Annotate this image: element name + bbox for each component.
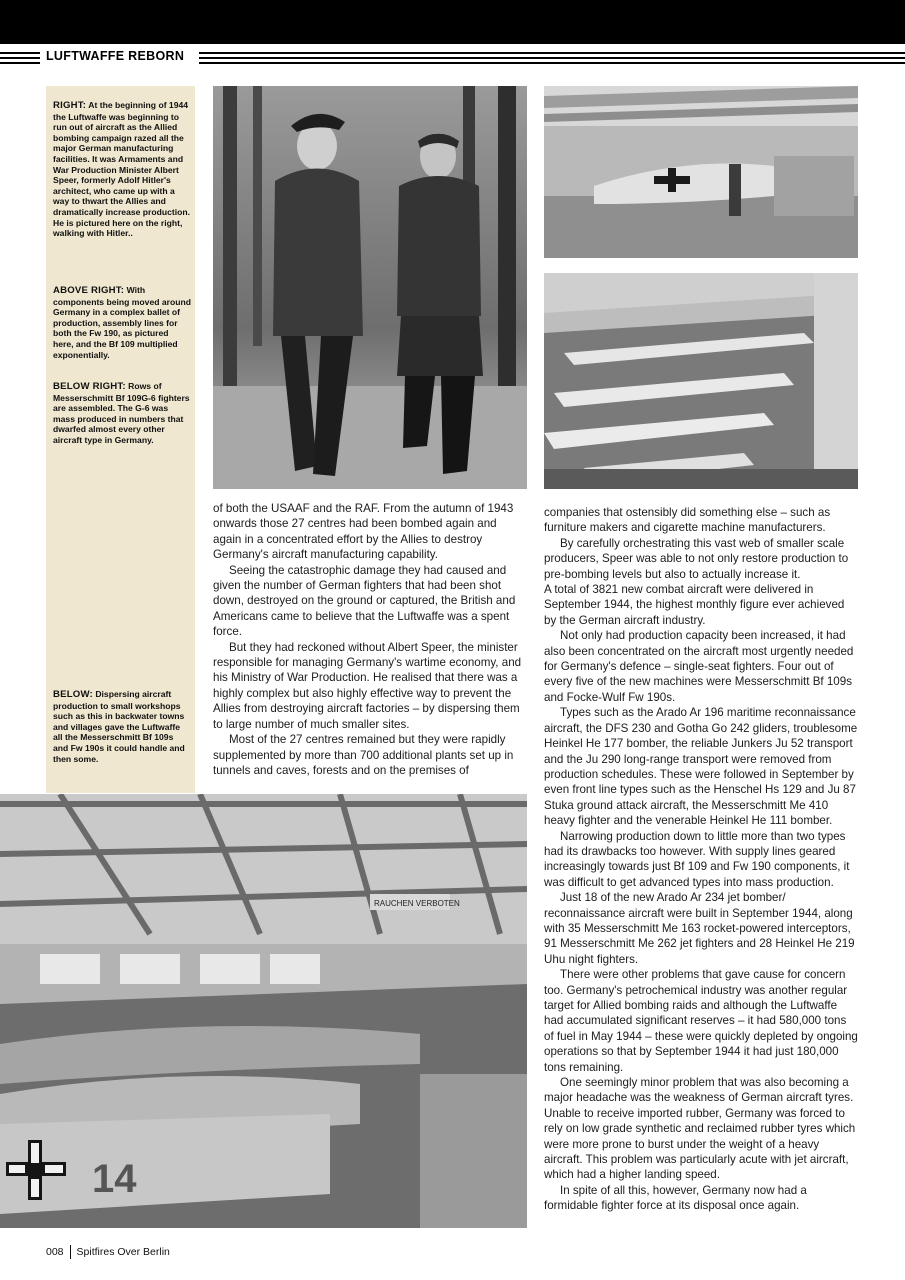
header-rule — [199, 57, 905, 59]
photo-fw190-image — [544, 86, 858, 258]
photo-workshop-image — [0, 794, 527, 1228]
paragraph: Narrowing production down to little more than two types had its drawbacks too however. With supply lines geared increasingly towards just Bf 109 and Fw 190 components, it was difficult to get advanced types into mass production. — [544, 829, 850, 889]
section-title-bold: REBORN — [128, 49, 185, 63]
header-rule — [0, 57, 40, 59]
photo-bf109-rows — [544, 273, 858, 489]
paragraph: In spite of all this, however, Germany now had a formidable fighter force at its disposal once again. — [544, 1183, 807, 1213]
page-footer — [46, 1245, 170, 1259]
header-rule — [199, 62, 905, 64]
footer-divider — [70, 1245, 71, 1259]
photo-hitler-speer — [213, 86, 527, 489]
page-number: 008 — [46, 1245, 64, 1258]
caption-key: RIGHT: — [53, 100, 87, 111]
paragraph: Not only had production capacity been increased, it had also been concentrated on the aircraft most urgently needed for Germany's defence – single-seat fighters. Four out of every five of the new machines were Messerschmitt Bf 109s and Focke-Wulf Fw 190s. — [544, 629, 854, 704]
svg-text:RAUCHEN VERBOTEN: RAUCHEN VERBOTEN — [374, 899, 460, 908]
publication-title: Spitfires Over Berlin — [76, 1245, 170, 1258]
paragraph: One seemingly minor problem that was also becoming a major headache was the weakness of German aircraft tyres. Unable to receive imported rubber, Germany was forced to rely on low grade synthetic and reclaimed rubber tyres which were more prone to burst under the weight of a heavy aircraft. This problem was particularly acute with jet aircraft, which had a higher landing speed. — [544, 1076, 856, 1182]
section-header — [0, 44, 905, 68]
photo-workshop — [0, 794, 527, 1228]
paragraph: Types such as the Arado Ar 196 maritime reconnaissance aircraft, the DFS 230 and Gotha Go 242 gliders, troublesome Heinkel He 177 bomber, the reliable Junkers Ju 52 transport and the Ju 290 long-range transport were removed from production schedules. These were followed in September by even front line types such as the Henschel Hs 129 and Ju 87 Stuka ground attack aircraft, the Messerschmitt Me 410 heavy fighter and the venerable Heinkel He 111 bomber. — [544, 706, 858, 828]
paragraph: There were other problems that gave cause for concern too. Germany's petrochemical industry was another regular target for Allied bombing raids and although the Luftwaffe had accumulated significant reserves – it had 580,000 tons of fuel in May 1944 – these were quickly depleted by ongoing operations so that by September 1944 it had just 180,000 tons remaining. — [544, 968, 858, 1074]
header-rule — [199, 52, 905, 54]
paragraph: Most of the 27 centres remained but they were rapidly supplemented by more than 700 additional plants set up in tunnels and caves, forests and on the premises of — [213, 733, 514, 777]
body-column-middle — [213, 501, 527, 778]
caption-text: Rows of Messerschmitt Bf 109G-6 fighters are assembled. The G-6 was mass produced in numbers that dwarfed almost every other aircraft type in Germany. — [53, 381, 190, 445]
paragraph: companies that ostensibly did something else – such as furniture makers and cigarette machine manufacturers. — [544, 506, 831, 535]
caption-right — [53, 100, 191, 239]
caption-text: With components being moved around Germany in a complex ballet of production, assembly lines for both the Fw 190, as pictured here, and the Bf 109 multiplied exponentially. — [53, 285, 191, 360]
paragraph: Just 18 of the new Arado Ar 234 jet bomber/ reconnaissance aircraft were built in September 1944, along with 35 Messerschmitt Me 163 rocket-powered interceptors, 91 Messerschmitt Me 262 jet fighters and 28 Heinkel He 219 Uhu night fighters. — [544, 891, 855, 966]
header-rule — [0, 62, 40, 64]
body-column-right — [544, 505, 858, 1214]
top-black-band — [0, 0, 905, 44]
paragraph: By carefully orchestrating this vast web of smaller scale producers, Speer was able to not only restore production to pre-bombing levels but also to actually increase it. — [544, 536, 849, 581]
paragraph: But they had reckoned without Albert Speer, the minister responsible for managing Germany's wartime economy, and his Ministry of War Production. He realised that there was a highly complex but also highly effective way to prevent the Allies from destroying aircraft factories – by dispersing them to large number of much smaller sites. — [213, 640, 522, 731]
paragraph: A total of 3821 new combat aircraft were delivered in September 1944, the highest monthly figure ever achieved by the German aircraft industry. — [544, 583, 845, 627]
caption-below — [53, 689, 191, 764]
caption-panel — [46, 86, 195, 793]
caption-below-right — [53, 381, 191, 446]
caption-above-right — [53, 285, 191, 360]
caption-text: At the beginning of 1944 the Luftwaffe was beginning to run out of aircraft as the Allied bombing campaign razed all the major German manufacturing facilities. It was Armaments and War Production Minister Albert Speer, formerly Adolf Hitler's architect, who came up with a way to thwart the Allies and dramatically increase production. He is pictured here on the right, walking with Hitler.. — [53, 100, 191, 239]
caption-key: BELOW: — [53, 689, 93, 700]
caption-key: ABOVE RIGHT: — [53, 285, 125, 296]
paragraph: of both the USAAF and the RAF. From the autumn of 1943 onwards those 27 centres had been bombed again and again in a concentrated effort by the Allies to destroy Germany's aircraft manufacturing capability. — [213, 502, 514, 562]
caption-key: BELOW RIGHT: — [53, 381, 126, 392]
photo-bf109-image — [544, 273, 858, 489]
header-rule — [0, 52, 40, 54]
svg-text:14: 14 — [92, 1157, 137, 1201]
photo-fw190-line — [544, 86, 858, 258]
section-title-light: LUFTWAFFE — [46, 49, 125, 63]
caption-text: Dispersing aircraft production to small workshops such as this in backwater towns and villages gave the Luftwaffe all the Messerschmitt Bf 109s and Fw 190s it could handle and then some. — [53, 689, 185, 764]
photo-hitler-speer-image — [213, 86, 527, 489]
paragraph: Seeing the catastrophic damage they had caused and given the number of German fighters that had been shot down, destroyed on the ground or captured, the British and Americans came to believe that the Luftwaffe was a spent force. — [213, 563, 516, 639]
section-title — [46, 49, 184, 63]
